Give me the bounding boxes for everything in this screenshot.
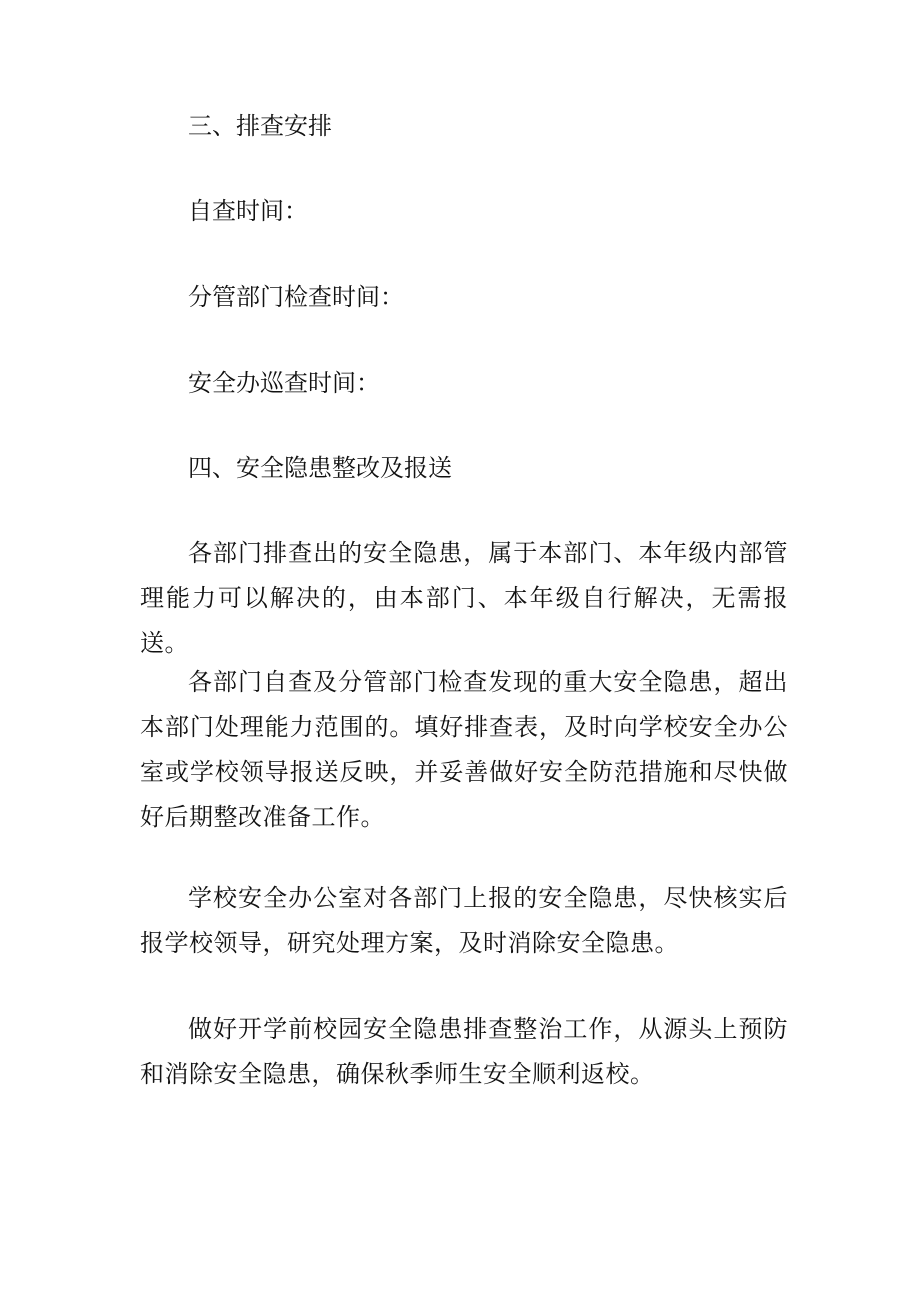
self-check-time: 自查时间： [188, 197, 308, 225]
dept-check-time: 分管部门检查时间： [188, 283, 404, 311]
section-heading-4: 四、安全隐患整改及报送 [188, 454, 452, 482]
paragraph-3: 学校安全办公室对各部门上报的安全隐患，尽快核实后报学校领导，研究处理方案，及时消除安全隐患。 [140, 884, 788, 957]
section-heading-3: 三、排查安排 [188, 112, 332, 140]
safety-office-time: 安全办巡查时间： [188, 369, 380, 397]
paragraph-2: 各部门自查及分管部门检查发现的重大安全隐患，超出本部门处理能力范围的。填好排查表，及时向学校安全办公室或学校领导报送反映，并妥善做好安全防范措施和尽快做好后期整改准备工作。 [140, 668, 788, 831]
paragraph-4: 做好开学前校园安全隐患排查整治工作，从源头上预防和消除安全隐患，确保秋季师生安全顺利返校。 [140, 1015, 788, 1088]
paragraph-1: 各部门排查出的安全隐患，属于本部门、本年级内部管理能力可以解决的，由本部门、本年级自行解决，无需报送。 [140, 539, 788, 657]
